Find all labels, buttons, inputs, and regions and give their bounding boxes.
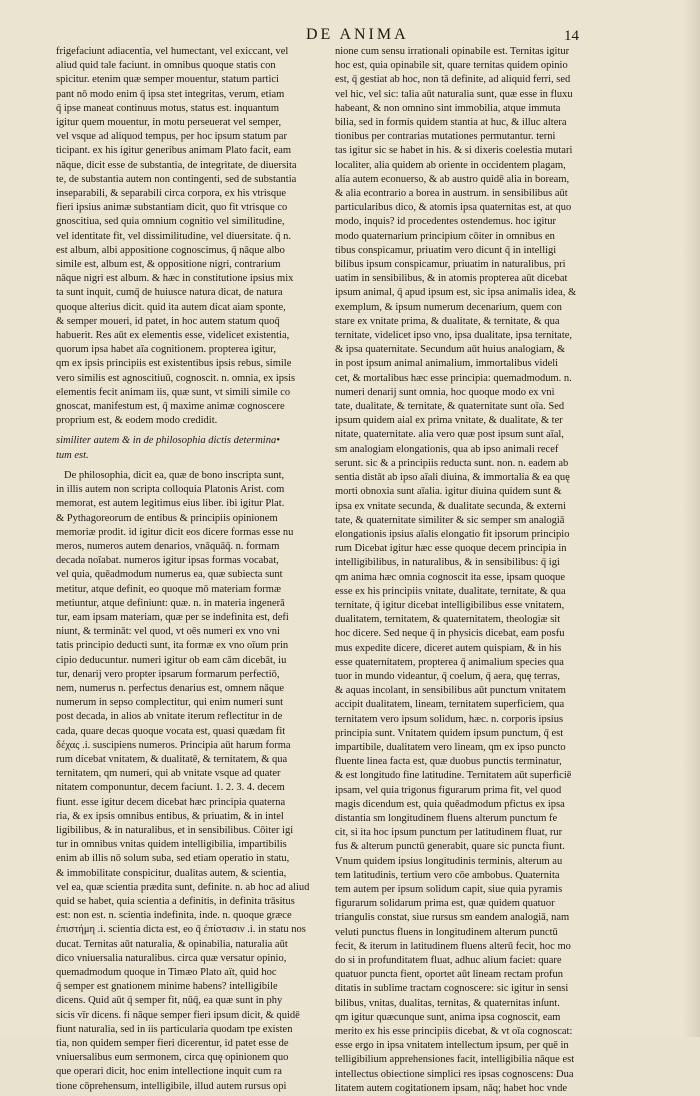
text-line: aliud quid tale faciunt. in omnibus quoque statis con	[56, 60, 276, 72]
text-line: hoc est, quia opinabile sit, quare ternitas quidem opinio	[335, 60, 568, 72]
text-line: fecit, & iterum in latitudinem fluens alterū fecit, hoc mo	[335, 940, 571, 952]
text-line: meros, numeros autem denarios, vnāquāq̄. n. formam	[56, 540, 280, 552]
text-line: nāque nigri est album. & hæc in constitutione ipsius mix	[56, 273, 294, 285]
paragraph-start-line: De philosophia, dicit ea, quæ de bono inscripta sunt,	[64, 469, 285, 481]
text-line: fiunt naturalia, sed in iis particularia quodam tpe existen	[56, 1023, 293, 1035]
text-line: dicens. Quid aūt q̄ semper fit, nūq̄, ea quæ sunt in phy	[56, 995, 283, 1007]
text-line: litatem autem cogitationem ipsam, nāq; habet hoc vnde	[335, 1082, 568, 1094]
text-line: vel quia, quēadmodum numerus ea, quæ subiecta sunt	[56, 569, 283, 581]
text-line: accipit dualitatem, lineam, ternitatem superficiem, qua	[335, 699, 565, 711]
text-line: frigefaciunt adiacentia, vel humectant, vel exiccant, vel	[56, 46, 289, 57]
text-line: tatis principio deducti sunt, ita formæ ex vno oīum prin	[56, 640, 289, 652]
text-line: cit, si ita hoc ipsum punctum per latitudinem fluat, rur	[335, 827, 563, 839]
text-line: dico vniuersalia naturalibus. circa quæ versatur opinio,	[56, 952, 287, 964]
text-line: tur in omnibus vnitas quidem intelligibilia, impartibilis	[56, 839, 287, 851]
text-line: ipsa ex vnitate secunda, & dualitate secunda, & externi	[335, 500, 566, 512]
text-line: habuerit. Res aūt ex elementis esse, videlicet existentia,	[56, 330, 290, 342]
left-column	[56, 45, 324, 1094]
text-line: tionibus per contrarias mutationes permutantur. terni	[335, 131, 556, 143]
text-line: sentia distāt ab ipso aīali diuina, & immortalia & ea quę	[335, 472, 570, 484]
text-line: cada, quare decas quoque vocata est, quasi quædam fit	[56, 725, 286, 737]
text-line: nitatem componuntur, decem faciunt. 1. 2. 3. 4. decem	[56, 782, 285, 794]
text-line: post decada, in alios ab vnitate iterum reflectitur in de	[56, 711, 283, 723]
text-line: tas igitur sic se habet in his. & si dixeris coelestia mutari	[335, 145, 573, 157]
text-line: metitur, atque definit, eo quoque mō materiam formæ	[56, 583, 281, 595]
text-line: nem, numerus n. perfectus denarius est, omnem nāque	[56, 682, 285, 694]
text-line: pant nō modo enim q̄ ipsa stet integritas, verum, etiam	[56, 88, 285, 100]
text-line: ta sunt inquit, cumq̄ de huiusce natura dicat, de natura	[56, 287, 283, 299]
text-line: & est longitudo fine latitudine. Ternitatem aūt superficiē	[335, 770, 572, 782]
text-line: bilibus ipsum conspicamur, priuatim in naturalibus, pri	[335, 259, 566, 271]
text-line: fiunt. esse igitur decem dicebat hæc principia quaterna	[56, 796, 286, 808]
text-line: tate, dualitate, & ternitate, & quaternitate sunt oīa. Sed	[335, 401, 565, 413]
text-line: Vnum quidem ipsius longitudinis terminis, alterum au	[335, 855, 563, 867]
text-line: ipsam, vel quia trigonus figurarum prima fit, vel quod	[335, 784, 562, 796]
text-line: vero similis est agnoscitiuū, cognoscit. n. omnia, ex ipsis	[56, 372, 296, 384]
text-line: numerum in sepso complectitur, qui enim numeri sunt	[56, 697, 284, 709]
text-line: triangulis constat, siue rursus sm eandem analogiā, nam	[335, 912, 570, 924]
text-line: ternitatem, qm numeri, qui ab vnitate vsque ad quater	[56, 768, 281, 780]
text-line: rum dicebat vnitatem, & dualitatē, & ternitatem, & qua	[56, 753, 288, 765]
text-line: uatim in sensibilibus, & in atomis propterea aūt dicebat	[335, 273, 568, 285]
text-line: ditatis in sublime tractam cognoscere: sic igitur in sensi	[335, 983, 569, 995]
text-line: tuor in mundo videantur, q̄ coelum, q̄ aera, quę terras,	[335, 670, 560, 682]
text-line: serunt. sic & a principiis reducta sunt. non. n. eadem ab	[335, 457, 569, 469]
text-line: igitur quem mouentur, in motu perseuerat vel semper,	[56, 117, 282, 129]
text-line: esse ergo in ipsa vnitatem intellectum ipsum, per quē in	[335, 1040, 569, 1052]
text-line: in post ipsum animal animalium, immortalibus videli	[335, 358, 559, 370]
text-line: te, de substantia autem non contingenti, sed de substantia	[56, 173, 297, 185]
text-line: gnoscat, manifestum est, q̄ maxime animæ cognoscere	[56, 401, 285, 413]
text-line: fus & alterum punctū generabit, quare sic puncta fiunt.	[335, 841, 565, 853]
text-line: qm igitur quæcunque sunt, anima ipsa cognoscit, eam	[335, 1011, 561, 1023]
text-line: ria, & ex ipsis omnibus entibus, & priuatim, & in intel	[56, 810, 284, 822]
text-line: figurarum solidarum prima est, quæ quidem quatuor	[335, 898, 555, 910]
text-line: est, q̄ gestiat ab hoc, non tā definite, ad aliquid ferri, sed	[335, 74, 571, 86]
text-line: esse quaternitatem, propterea q̄ animalium species qua	[335, 656, 564, 668]
text-line: tia, non quidem semper fieri dicerentur, id patet esse de	[56, 1038, 289, 1050]
text-line: & alia econtrario a borea in austrum. in sensibilibus aūt	[335, 188, 568, 200]
text-line: qm ex ipsis principiis est existentibus ipsis rebus, simile	[56, 358, 292, 370]
text-line: est: non est. n. scientia indefinita, inde. n. quoque græce	[56, 910, 292, 922]
text-line: alia autem econuerso, & ab austro quidē alia in boream,	[335, 173, 570, 185]
folio-number: 14	[564, 28, 579, 44]
text-line: metiuntur, atque definiunt: quæ. n. in materia ingenerā	[56, 597, 285, 609]
text-line: decada noīabat. numeros igitur ipsas formas vocabat,	[56, 555, 279, 567]
text-line: quid se habet, quia scientia a definitis, in definita trāsitus	[56, 895, 295, 907]
text-line: & Pythagoreorum de entibus & principiis opinionem	[56, 512, 278, 524]
text-line: merito ex his esse principiis dicebat, & vt oīa cognoscat:	[335, 1026, 573, 1038]
text-line: intellectus obiectione simplici res ipsas cognoscens: Dua	[335, 1068, 574, 1080]
text-line: que operari dicit, hoc enim intellectione inquit cum ra	[56, 1066, 282, 1078]
text-line: & semper moueri, id patet, in hoc autem statum quoq̄	[56, 315, 280, 327]
text-line: fluente linea facta est, quæ duobus punctis terminatur,	[335, 756, 562, 768]
rubric-line: tum est.	[56, 449, 89, 461]
text-line: vel hic, vel sic: talia aūt naturalia sunt, quæ esse in fluxu	[335, 88, 573, 100]
text-line: ligibilibus, & in naturalibus, et in sensibilibus. Cōiter igi	[56, 824, 294, 836]
text-line: particularibus dico, & atomis ipsa quaternitas est, at quo	[335, 202, 572, 214]
text-line: nione cum sensu irrationali opinabile est. Ternitas igitur	[335, 46, 570, 57]
rubric-line: similiter autem & in de philosophia dictis determina•	[56, 435, 280, 447]
text-line: qm anima hæc omnia cognoscit ita esse, ipsam quoque	[335, 571, 566, 583]
text-line: vel identitate fit, vel dissimilitudine, vel diuersitate. q̄ n.	[56, 230, 292, 242]
text-line: in illis autem non scripta colloquia Platonis Arist. com	[56, 484, 285, 496]
text-line: modo quaternarium principium cōiter in omnibus en	[335, 230, 555, 242]
text-line: intelligibilibus, in naturalibus, & in sensibilibus: q̄ igi	[335, 557, 560, 569]
text-line: δέχας .i. suscipiens numeros. Principia aūt harum forma	[56, 739, 291, 751]
text-line: impartibile, dualitatem vero lineam, qm ex ipso puncto	[335, 741, 566, 753]
text-line: q̄ semper est gnationem minime habens? intelligibile	[56, 981, 278, 993]
text-line: bilibus, vnitas, dualitas, ternitas, & quaternitas inſunt.	[335, 997, 560, 1009]
text-line: niunt, & termināt: vel quod, vt oēs numeri ex vno vni	[56, 626, 280, 638]
page-edge-shadow	[682, 0, 700, 1037]
text-line: cipio deducuntur. numeri igitur ob eam cām dicebāt, iu	[56, 654, 287, 666]
text-line: tione cōprehensum, intelligibile, illud autem rursus opi	[56, 1080, 287, 1092]
text-line: quemadmodum quoque in Timæo Plato aït, quid hoc	[56, 967, 277, 978]
text-line: bilia, sed in formis quidem stantia at huc, & illuc altera	[335, 117, 567, 129]
text-line: spicitur. etenim quæ semper mouentur, statum partici	[56, 74, 279, 86]
text-line: distantia sm longitudinem fluens alterum punctum fe	[335, 812, 558, 824]
text-line: ternitate, q̄ igitur dicebat intelligibilibus esse vnitatem,	[335, 599, 565, 611]
text-line: ducat. Ternitas aūt naturalia, & opinabilia, naturalia aūt	[56, 938, 288, 950]
text-line: do si in profunditatem fluat, adhuc alium faciet: quare	[335, 955, 562, 966]
text-line: elementis fecit animam iis, quæ sunt, vt simili simile co	[56, 386, 291, 398]
text-line: ternitate, videlicet ipso vno, ipsa dualitate, ipsa ternitate,	[335, 330, 573, 342]
text-line: ipsum quidem aial ex prima vnitate, & dualitate, & ter	[335, 415, 563, 427]
text-line: tur, eam ipsam materiam, quæ per se indefinita est, defi	[56, 611, 289, 623]
text-line: quoque alterius dicit. quid ita autem dicat aiam sponte,	[56, 301, 286, 313]
text-line: veluti punctus fluens in longitudinem alterum punctū	[335, 926, 558, 938]
text-line: hoc dicere. Sed neque q̄ in physicis dicebat, eam posfu	[335, 628, 565, 640]
text-line: fieri ipsius animæ substantiam dicit, quo fit vtrisque co	[56, 202, 288, 214]
text-line: stare ex vnitate prima, & dualitate, & ternitate, & qua	[335, 315, 560, 327]
right-column	[335, 45, 603, 1096]
text-line: sicis vīr dicens. fi nāque semper fieri ipsum dicit, & quidē	[56, 1009, 300, 1021]
text-line: ipsum animal, q̄ apud ipsum est, sic ipsa animalis idea, &	[335, 287, 577, 299]
text-line: nāque, dicit esse de substantia, de integritate, de diuersita	[56, 159, 297, 171]
text-line: tur, denarij vero propter ipsarum formarum perfectiō,	[56, 668, 280, 680]
text-line: & ipsa quaternitate. Secundum aūt huius analogiam, &	[335, 344, 566, 356]
text-line: & immobilitate conspicitur, dualitas autem, & scientia,	[56, 867, 287, 879]
text-line: cet, & mortalibus hæc esse principia: quemadmodum. n.	[335, 372, 572, 384]
text-line: esse ex his principiis vnitate, dualitate, ternitate, & qua	[335, 585, 566, 597]
text-line: vel ea, quæ scientia prædita sunt, definite. n. ab hoc ad aliud	[56, 881, 310, 893]
text-line: exemplum, & ipsum numerum decenarium, quem con	[335, 301, 562, 313]
text-line: tate, & quaternitate similiter & sic semper sm analogiā	[335, 514, 565, 526]
text-line: enim ab illis nō solum suba, sed etiam operatio in statu,	[56, 853, 290, 865]
text-line: quorum ipsa habet aīa cognitionem. propterea igitur,	[56, 344, 277, 356]
text-line: habeant, & non omnino sint immobilia, atque immuta	[335, 102, 561, 114]
text-line: elongationis ipsius aīalis elongatio fit ipsorum principio	[335, 528, 570, 540]
running-head: DE ANIMA	[306, 26, 409, 43]
text-line: ternitatem vero ipsum solidum, hæc. n. corporis ipsius	[335, 713, 564, 725]
text-line: ἐπιστήμη .i. scientia dicta est, eo q̄ ἐπίστασιν .i. in statu nos	[56, 924, 306, 936]
text-line: modo, inquis? id procedentes ostendemus. hoc igitur	[335, 216, 557, 228]
text-line: tibus conspicamur, priuatim vero dicunt q̄ in intelligi	[335, 244, 557, 256]
text-line: magis dicendum est, quia quēadmodum pfictus ex ipsa	[335, 798, 565, 810]
text-line: mus expedite dicere, diceret autem quispiam, & in his	[335, 642, 562, 654]
text-line: q̄ ipse maneat continuus motus, status est. inquantum	[56, 102, 280, 114]
text-line: vniuersalibus eum sermonem, circa quę opinionem quo	[56, 1052, 289, 1064]
text-line: rum Dicebat igitur hæc esse quoque decem principia in	[335, 543, 567, 555]
text-line: telligibilium apprehensiones facit, intelligibilia nāque est	[335, 1054, 575, 1066]
text-line: principia sunt. Vnitatem quidem ipsum punctum, q̄ est	[335, 727, 564, 739]
text-line: memoriæ prodit. id igitur dicit eos dicere formas esse nu	[56, 526, 294, 538]
text-line: nitate, quaternitate. alia vero quæ post ipsum sunt aīal,	[335, 429, 564, 441]
text-line: tem latitudinis, tertium vero cōe ambobus. Quaternita	[335, 869, 560, 881]
text-line: inseparabili, & separabili circa corpora, ex his vtrisque	[56, 188, 287, 200]
text-line: simile est, album est, & oppositione nigri, contrarium	[56, 259, 281, 271]
text-line: & aquas incolant, in sensibilibus aūt punctum vnitatem	[335, 685, 566, 697]
text-line: dualitatem, ternitatem, & quaternitatem, theologiæ sit	[335, 614, 561, 626]
text-line: tem autem per ipsum solidum capit, siue quia pyramis	[335, 883, 563, 895]
text-line: quatuor puncta fient, oportet aūt lineam rectam profun	[335, 969, 564, 981]
text-line: morti obnoxia sunt aīalia. igitur diuina quidem sunt &	[335, 486, 562, 498]
text-line: sm analogiam elongationis, qua ab ipso animali recef	[335, 443, 559, 455]
text-line: memorat, est autem legitimus eius liber. ibi igitur Plat.	[56, 498, 285, 510]
text-line: vel vsque ad aliquod tempus, per hoc ipsum statum par	[56, 131, 287, 143]
text-line: localiter, alia quidem ab oriente in occidentem plagam,	[335, 159, 566, 171]
text-line: ticipant. ex his igitur generibus animam Plato facit, eam	[56, 145, 292, 157]
text-line: proprium est, & eodem modo credidit.	[56, 415, 218, 427]
text-line: numeri denarij sunt omnia, hoc quoque modo ex vni	[335, 386, 555, 398]
text-line: gnoscitiua, sed quia omnium cognitio vel similitudine,	[56, 216, 285, 228]
text-line: est album, albi appositione cognoscimus, q̄ nāque albo	[56, 244, 285, 256]
